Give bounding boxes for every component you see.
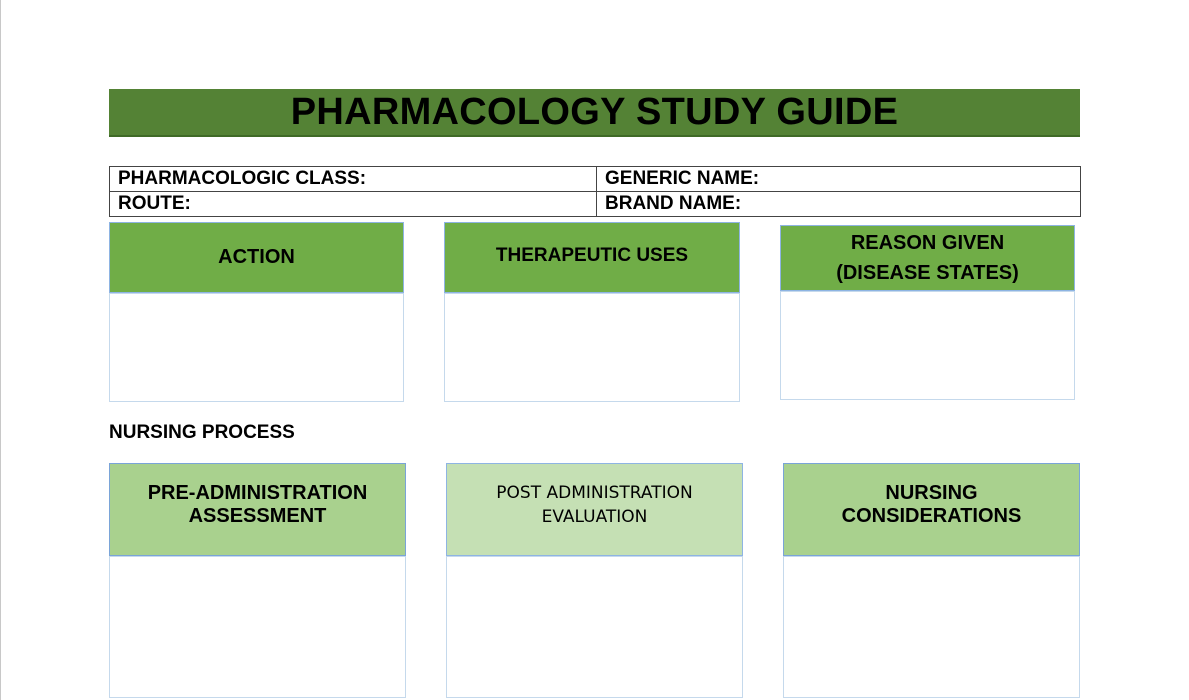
pre-administration-header-line2: ASSESSMENT bbox=[188, 504, 327, 527]
reason-given-header bbox=[780, 225, 1075, 291]
nursing-considerations-content-area[interactable] bbox=[783, 556, 1080, 698]
post-administration-header bbox=[446, 463, 743, 556]
brand-name-label: BRAND NAME: bbox=[605, 193, 742, 214]
action-header-label: ACTION bbox=[218, 246, 295, 268]
page-edge bbox=[0, 0, 1, 700]
drug-info-table bbox=[109, 166, 1081, 217]
generic-name-label: GENERIC NAME: bbox=[605, 168, 760, 189]
action-content-area[interactable] bbox=[109, 293, 404, 402]
nursing-process-label: NURSING PROCESS bbox=[109, 422, 295, 443]
page-title: PHARMACOLOGY STUDY GUIDE bbox=[290, 90, 899, 133]
title-bar bbox=[109, 89, 1080, 137]
route-label: ROUTE: bbox=[118, 193, 191, 214]
post-administration-header-line2: EVALUATION bbox=[541, 506, 648, 527]
therapeutic-uses-content-area[interactable] bbox=[444, 293, 740, 402]
nursing-considerations-header bbox=[783, 463, 1080, 556]
generic-name-cell[interactable] bbox=[597, 167, 1081, 192]
route-cell[interactable] bbox=[110, 192, 597, 217]
pharmacologic-class-cell[interactable] bbox=[110, 167, 597, 192]
reason-given-header-line1: REASON GIVEN bbox=[850, 232, 1005, 254]
nursing-considerations-header-line1: NURSING bbox=[885, 481, 978, 504]
reason-given-header-line2: (DISEASE STATES) bbox=[836, 262, 1019, 284]
therapeutic-uses-header-label: THERAPEUTIC USES bbox=[495, 244, 689, 266]
post-administration-content-area[interactable] bbox=[446, 556, 743, 698]
brand-name-cell[interactable] bbox=[597, 192, 1081, 217]
therapeutic-uses-header bbox=[444, 222, 740, 293]
table-row bbox=[110, 167, 1081, 192]
reason-given-content-area[interactable] bbox=[780, 291, 1075, 400]
post-administration-header-line1: POST ADMINISTRATION bbox=[496, 482, 693, 503]
nursing-considerations-header-line2: CONSIDERATIONS bbox=[841, 504, 1022, 527]
pre-administration-header-line1: PRE-ADMINISTRATION bbox=[147, 481, 368, 504]
pharmacologic-class-label: PHARMACOLOGIC CLASS: bbox=[118, 168, 367, 189]
table-row bbox=[110, 192, 1081, 217]
action-header bbox=[109, 222, 404, 293]
pre-administration-header bbox=[109, 463, 406, 556]
pre-administration-content-area[interactable] bbox=[109, 556, 406, 698]
